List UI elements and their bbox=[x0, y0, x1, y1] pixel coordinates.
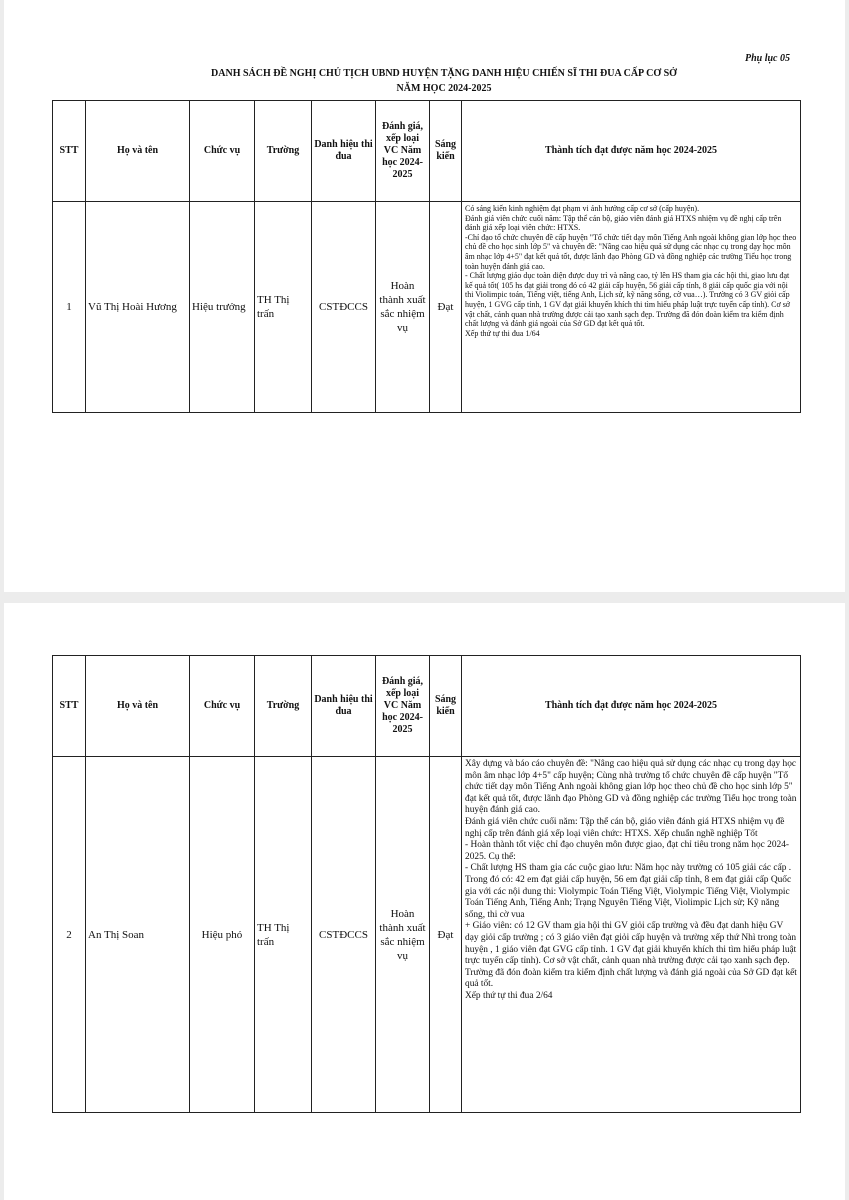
cell-initiative: Đạt bbox=[430, 757, 462, 1113]
header-rating: Đánh giá, xếp loại VC Năm học 2024-2025 bbox=[376, 101, 430, 202]
nomination-table bbox=[52, 655, 801, 1113]
header-school: Trường bbox=[255, 656, 312, 757]
header-stt: STT bbox=[53, 101, 86, 202]
cell-achievements: Xây dựng và báo cáo chuyên đề: "Nâng cao hiệu quả sử dụng các nhạc cụ trong dạy học môn âm nhạc lớp 4+5" cấp huyện; Cùng nhà trường tổ chức chuyên đề cấp huyện "Tổ chức tiết dạy môn Tiếng Anh ngoài không gian lớp học theo chủ đề cho học sinh lớp 5" đạt kết quả tốt, được lãnh đạo Phòng GD và đồng nghiệp các trường Tiểu học trong toàn huyện đánh giá cao. Đánh giá viên chức cuối năm: Tập thể cán bộ, giáo viên đánh giá HTXS nhiệm vụ đề nghị cấp trên đánh giá xếp loại viên chức: HTXS. Xếp chuẩn nghề nghiệp Tốt - Hoàn thành tốt việc chỉ đạo chuyên môn được giao, đạt chỉ tiêu trong năm học 2024- 2025. Cụ thể: - Chất lượng HS tham gia các cuộc giao lưu: Năm học này trường có 105 giải các cấp . Trong đó có: 42 em đạt giải cấp huyện, 56 em đạt giải cấp tỉnh, 8 em đạt giải cấp Quốc gia với các nội dung thi: Violympic Toán Tiếng Việt, Violympic Tiếng Việt, Violympic Toán Tiếng Anh, Tiếng Anh; Trạng Nguyên Tiếng Việt, Violimpic Lịch sử; Kỹ năng sống, thi cờ vua + Giáo viên: có 12 GV tham gia hội thi GV giỏi cấp trường và đều đạt danh hiệu GV dạy giỏi cấp trường ; có 3 giáo viên đạt giỏi cấp huyện và trường xếp thứ Nhì trong toàn huyện , 1 giáo viên đạt GVG cấp tỉnh. 1 GV đạt giải khuyến khích thi tìm hiểu pháp luật trực tuyến cấp tỉnh). Cơ sở vật chất, cảnh quan nhà trường được cải tạo xanh sạch đẹp. Trường đã đón đoàn kiểm tra kiểm định chất lượng và đánh giá ngoài của Sở GD đạt kết quả tốt. Xếp thứ tự thi đua 2/64 bbox=[462, 757, 801, 1113]
header-school: Trường bbox=[255, 101, 312, 202]
header-achievements: Thành tích đạt được năm học 2024-2025 bbox=[462, 656, 801, 757]
cell-title: CSTĐCCS bbox=[312, 202, 376, 413]
appendix-label: Phụ lục 05 bbox=[744, 53, 790, 64]
cell-title: CSTĐCCS bbox=[312, 757, 376, 1113]
header-achievements: Thành tích đạt được năm học 2024-2025 bbox=[462, 101, 801, 202]
table-row bbox=[53, 757, 801, 1113]
document-page-1 bbox=[4, 0, 845, 592]
header-initiative: Sáng kiến bbox=[430, 101, 462, 202]
document-title: DANH SÁCH ĐỀ NGHỊ CHỦ TỊCH UBND HUYỆN TẶNG DANH HIỆU CHIẾN SĨ THI ĐUA CẤP CƠ SỞ bbox=[211, 68, 677, 79]
table-header-row bbox=[53, 656, 801, 757]
header-name: Họ và tên bbox=[86, 101, 190, 202]
cell-initiative: Đạt bbox=[430, 202, 462, 413]
cell-school: TH Thị trấn bbox=[255, 202, 312, 413]
nomination-table bbox=[52, 100, 801, 413]
cell-school: TH Thị trấn bbox=[255, 757, 312, 1113]
cell-name: An Thị Soan bbox=[86, 757, 190, 1113]
document-subtitle: NĂM HỌC 2024-2025 bbox=[396, 83, 492, 94]
cell-stt: 1 bbox=[53, 202, 86, 413]
table-row bbox=[53, 202, 801, 413]
document-page-2 bbox=[4, 603, 845, 1200]
header-name: Họ và tên bbox=[86, 656, 190, 757]
header-stt: STT bbox=[53, 656, 86, 757]
cell-rating: Hoàn thành xuất sắc nhiệm vụ bbox=[376, 202, 430, 413]
header-rating: Đánh giá, xếp loại VC Năm học 2024-2025 bbox=[376, 656, 430, 757]
header-title: Danh hiệu thi đua bbox=[312, 101, 376, 202]
cell-position: Hiệu trưởng bbox=[190, 202, 255, 413]
cell-stt: 2 bbox=[53, 757, 86, 1113]
cell-name: Vũ Thị Hoài Hương bbox=[86, 202, 190, 413]
header-position: Chức vụ bbox=[190, 101, 255, 202]
table-header-row bbox=[53, 101, 801, 202]
header-position: Chức vụ bbox=[190, 656, 255, 757]
cell-position: Hiệu phó bbox=[190, 757, 255, 1113]
cell-achievements: Có sáng kiến kinh nghiệm đạt phạm vi ảnh hưởng cấp cơ sở (cấp huyện). Đánh giá viên chức cuối năm: Tập thể cán bộ, giáo viên đánh giá HTXS nhiệm vụ đề nghị cấp trên đánh giá xếp loại viên chức: HTXS. -Chỉ đạo tổ chức chuyên đề cấp huyện "Tổ chức tiết dạy môn Tiếng Anh ngoài không gian lớp học theo chủ đề cho học sinh lớp 5" và chuyên đề: "Nâng cao hiệu quả sử dụng các nhạc cụ trong dạy học môn âm nhạc lớp 4+5" đạt kết quả tốt, được lãnh đạo Phòng GD và đồng nghiệp các trường Tiểu học trong toàn huyện đánh giá cao. - Chất lượng giáo dục toàn diện được duy trì và nâng cao, tỷ lên HS tham gia các hội thi, giao lưu đạt kế quả tốt( 105 hs đạt giải trong đó có 42 giải cấp huyện, 56 giải cấp tỉnh, 8 giải cấp quốc gia với nội thi Violimpic toán, Tiếng việt, tiếng Anh, Lịch sử, kỹ năng sống, cờ vua…). Trường có 3 GV giỏi cấp huyện, 1 GVG cấp tỉnh, 1 GV đạt giải khuyến khích thi tìm hiểu pháp luật trực tuyến cấp tỉnh). Cơ sở vật chất, cảnh quan nhà trường được cải tạo xanh sạch đẹp. Trường đã đón đoàn kiểm tra kiểm định chất lượng và đánh giá ngoài của Sở GD đạt kết quả tốt. Xếp thứ tự thi đua 1/64 bbox=[462, 202, 801, 413]
header-title: Danh hiệu thi đua bbox=[312, 656, 376, 757]
header-initiative: Sáng kiến bbox=[430, 656, 462, 757]
cell-rating: Hoàn thành xuất sắc nhiệm vụ bbox=[376, 757, 430, 1113]
